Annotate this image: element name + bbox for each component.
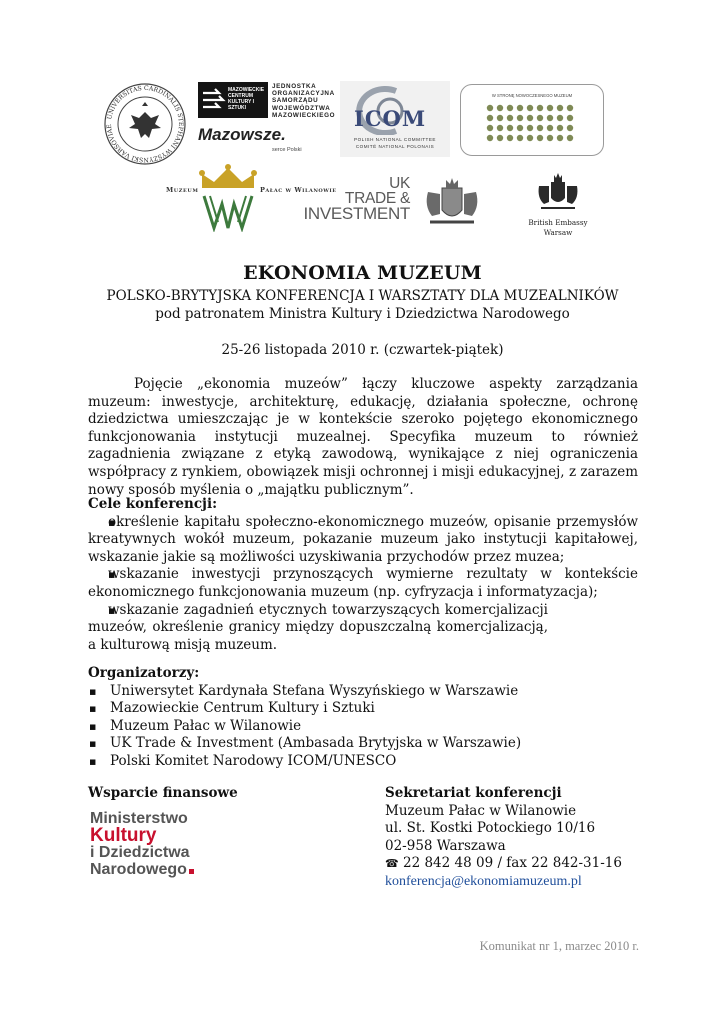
embassy-coat-of-arms-icon: [535, 172, 581, 212]
secretariat-line: 02-958 Warszawa: [385, 837, 506, 854]
wilanow-left-text: Muzeum: [166, 186, 199, 194]
organizer-item: ▪ Polski Komitet Narodowy ICOM/UNESCO: [88, 753, 638, 771]
mkidn-logo: Ministerstwo Kultury i Dziedzictwa Narodowego: [90, 810, 194, 878]
objectives-list: [88, 514, 638, 655]
secretariat-line: ul. St. Kostki Potockiego 10/16: [385, 820, 596, 837]
phone-line: [385, 855, 645, 873]
organizer-item: ▪ Uniwersytet Kardynała Stefana Wyszyńskiego w Warszawie: [88, 683, 638, 701]
dots-pattern: [485, 103, 581, 145]
organizers-heading: Organizatorzy:: [88, 665, 200, 681]
objective-item: ▪ wskazanie inwestycji przynoszących wymierne rezultaty w kontekście ekonomicznego funkcjonowania muzeum (np. cyfryzacja i informatyzacja);: [88, 566, 638, 601]
icom-sub1: POLISH NATIONAL COMMITTEE: [354, 137, 436, 142]
mazowsze-tagline: serce Polski: [272, 147, 302, 153]
mck-unit-text: JEDNOSTKA ORGANIZACYJNA SAMORZĄDU WOJEWÓDZTWA MAZOWIECKIEGO: [272, 83, 336, 119]
objective-item: ▪ wskazanie zagadnień etycznych towarzyszących komercjalizacji muzeów, określenie granicy między dopuszczalną komercjalizacją, a kulturową misją muzeum.: [88, 602, 638, 655]
funding-heading: Wsparcie finansowe: [88, 785, 238, 801]
royal-coat-of-arms-icon: [420, 176, 484, 232]
phone-number: 22 842 48 09 / fax 22 842-31-16: [403, 855, 622, 872]
university-seal-logo: [103, 82, 187, 166]
wilanow-crown-logo: [196, 164, 260, 232]
organizer-item: ▪ Muzeum Pałac w Wilanowie: [88, 718, 638, 736]
icom-sub2: COMITÉ NATIONAL POLONAIS: [355, 144, 435, 149]
secretariat-line: Muzeum Pałac w Wilanowie: [385, 802, 577, 819]
organizer-item: ▪ UK Trade & Investment (Ambasada Brytyjska w Warszawie): [88, 735, 638, 753]
mck-arrow-icon: [201, 87, 227, 113]
organizers-list: [88, 683, 638, 771]
document-title: EKONOMIA MUZEUM: [243, 262, 482, 284]
modern-museum-text: W STRONĘ NOWOCZESNEGO MUZEUM: [491, 93, 573, 98]
organizers-section: [88, 665, 638, 771]
mck-block-text: MAZOWIECKIE CENTRUM KULTURY I SZTUKI: [228, 87, 265, 111]
embassy-text: British Embassy Warsaw: [528, 218, 588, 237]
patronage-line: pod patronatem Ministra Kultury i Dziedzictwa Narodowego: [155, 306, 570, 322]
objectives-heading: Cele konferencji:: [88, 496, 218, 512]
wilanow-right-text: Pałac w Wilanowie: [260, 186, 337, 194]
seal-text: UNIVERSITAS CARDINALIS STEPHANI WYSZYNSKI VARSOVIAE: [105, 84, 185, 164]
mazowsze-logo: Mazowsze.: [198, 125, 286, 144]
email-link[interactable]: konferencja@ekonomiamuzeum.pl: [385, 873, 582, 889]
phone-icon: ☎: [385, 857, 399, 871]
ukti-logo: UK TRADE & INVESTMENT: [303, 175, 410, 223]
document-subtitle: POLSKO-BRYTYJSKA KONFERENCJA I WARSZTATY DLA MUZEALNIKÓW: [106, 288, 619, 304]
organizer-item: ▪ Mazowieckie Centrum Kultury i Sztuki: [88, 700, 638, 718]
objectives-section: [88, 496, 638, 654]
secretariat-block: [385, 785, 645, 891]
icom-name: ICOM: [354, 106, 427, 131]
icom-logo: [340, 81, 450, 157]
intro-paragraph: Pojęcie „ekonomia muzeów” łączy kluczowe aspekty zarządzania muzeum: inwestycje, architekturę, edukację, działania społeczne, ochronę dziedzictwa umieszczając je w kontekście szeroko pojętego ekonomicznego funkcjonowania instytucji muzealnej. Specyfika muzeum to również zagadnienia związane z etyką zawodową, wynikające z niej ograniczenia współpracy z rynkiem, obowiązek misji ochronnej i misji edukacyjnej, z zarazem nowy sposób myślenia o „majątku publicznym”.: [88, 376, 638, 498]
secretariat-heading: Sekretariat konferencji: [385, 785, 562, 801]
objective-item: ▪ określenie kapitału społeczno-ekonomicznego muzeów, opisanie przemysłów kreatywnych wokół muzeum, pokazanie muzeum jako instytucji kapitałowej, wskazanie jakie są możliwości uzyskiwania przychodów przez muzea;: [88, 514, 638, 567]
mck-logo-block: [198, 82, 268, 118]
footer-note: Komunikat nr 1, marzec 2010 r.: [479, 939, 639, 953]
modern-museum-logo: [460, 84, 604, 156]
conference-dates: 25-26 listopada 2010 r. (czwartek-piątek): [221, 342, 504, 358]
